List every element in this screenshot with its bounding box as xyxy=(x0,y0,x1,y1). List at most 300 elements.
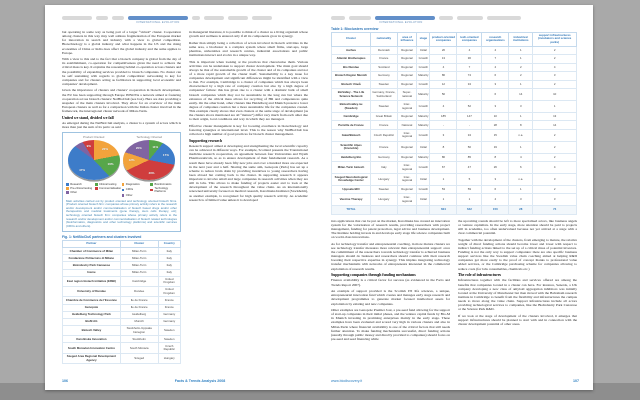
table-cell: 8 xyxy=(509,121,533,130)
table-cell: Bio Dundee xyxy=(332,63,371,72)
table-cell: 6 xyxy=(482,89,509,101)
table-row xyxy=(332,194,577,206)
journal-title: Facts & Trends Analysis 2008 xyxy=(174,379,226,383)
table-cell: 4 xyxy=(430,63,457,72)
pie-wrap xyxy=(68,140,120,180)
text-column-2 xyxy=(189,30,308,364)
table-header-cell: Partner xyxy=(63,240,121,248)
table-cell: - xyxy=(457,89,482,101)
table-header-cell: stage xyxy=(417,32,430,46)
table-row xyxy=(63,318,181,325)
table-header-cell: tech-oriented companies xyxy=(457,32,482,46)
table-cell: 6 xyxy=(482,185,509,194)
table-cell: 53 xyxy=(430,185,457,194)
table-cell: Growth xyxy=(417,162,430,174)
table-cell: Aarhus xyxy=(332,46,371,55)
paragraph: Research support aimed at developing and strengthening the local scientific capacity can be achieved in different ways. For example, Scotland presents the Translational medicine research cooperation, an agreement between four Universities and Wyeth Pharmaceuticals, so as to ensure development of their fundamental research. As a result there have already been fifty new jobs and over a hundred more are expected in the next year and a half. Sharing the same aim, Genopole (Paris) has set up a scheme to reduce brain drain by providing incentives to young researchers having been abroad but coming back to the cluster. In supporting research it appears important to involve small and large companies in research activities when they are still in labs. This allows to make funding of projects easier and to look at the development of the research throughout the value chain. As an internationally renowned university focused on medical research, Karolinska Institutet (Stockholm), as another example, is recognised for high quality research activity. As academic research is of limited value unless it is developed xyxy=(189,144,308,202)
column-text xyxy=(62,30,181,129)
table-cell: Bioindustry Park Canavese xyxy=(63,262,121,269)
table-header-cell: Country xyxy=(158,240,180,248)
table-cell: Uppsala BIO xyxy=(332,185,371,194)
website-url: www.biodiscovery.it xyxy=(331,379,363,383)
table-cell: Sweden xyxy=(371,80,398,89)
legend-label: Other xyxy=(70,190,78,194)
paragraph: Given the importance of clusters and clusters’ cooperation in biotech development, the EU has been supporting through Europe INNOVA a network aimed at fostering cooperation across biotech clusters: NetBioClu€ (see box). Here are data providing a snapshot of the main clusters involved. They allow for an overview of the main European clusters as well as for a comparison with the Italian cluster involved in the framework, the interregional cluster network of Milan-Turin. xyxy=(62,88,181,114)
table-cell: Munich xyxy=(120,318,158,325)
table-cell: 10 xyxy=(533,89,577,101)
table-cell: 3 xyxy=(509,194,533,206)
pie-percentage-label: 20% xyxy=(135,146,142,151)
table-cell: 86 xyxy=(430,153,457,162)
table-cell: Milan-Turin xyxy=(120,262,158,269)
legend-item xyxy=(150,187,177,193)
table-cell: 74 xyxy=(457,72,482,81)
table-cell: 59 xyxy=(457,185,482,194)
table-cell: Initial xyxy=(417,46,430,55)
table-header-cell: research organisations xyxy=(482,32,509,46)
legend-item xyxy=(66,187,93,190)
paragraph: An example of support provided is the Scottish ITI life sciences, a unique, entrepreneurial innovation fund which creates and manages early stage research and development programmes to generate market focused intellectual assets for exploitation by existing and new companies. xyxy=(331,289,450,306)
table-cell: Germany xyxy=(158,311,180,318)
table-cell: 47 xyxy=(457,162,482,174)
table-cell: Inter-regional xyxy=(397,162,416,174)
table-cell: Regional xyxy=(397,55,416,64)
table-cell: 3 xyxy=(533,194,577,206)
table-header-cell: nationality xyxy=(371,32,398,46)
table-cell: Hungary xyxy=(371,174,398,186)
table-cell: Milan-Turin biotech xyxy=(332,162,371,174)
table-cell: 604 xyxy=(430,206,457,215)
table-row xyxy=(332,46,577,55)
section-heading: The role of infrastructures xyxy=(458,273,501,278)
paragraph: but operating in some way as being part of a larger “virtual” cluster. Cooperation among clusters in this way may well address fragmentation of the European market for innovation in search and industry with a view to global competition. Biotechnology is a global industry and what happens in the US and the rising economies of China or India does affect the global industry and the same applies to Europe. xyxy=(62,30,181,55)
table-cell: Germany xyxy=(371,72,398,81)
table-row xyxy=(332,63,577,72)
table-cell: 150 xyxy=(482,206,509,215)
table-cell: 4 xyxy=(482,46,509,55)
table-cell: 4 xyxy=(457,46,482,55)
table-cell: 2 xyxy=(533,80,577,89)
table-row xyxy=(332,162,577,174)
table-cell: 2 xyxy=(533,129,577,141)
table-cell: 4 xyxy=(430,101,457,113)
table-cell: 67 xyxy=(430,162,457,174)
table-cell: 1 xyxy=(509,55,533,64)
table-cell: France xyxy=(158,297,180,304)
table-cell: 3 xyxy=(482,174,509,186)
legend-label: Commercialisation xyxy=(99,186,122,190)
table-header-cell: Cluster xyxy=(332,32,371,46)
table-cell: Biotech Valley xyxy=(63,325,121,335)
table-row xyxy=(63,325,181,335)
paragraph: As for technology transfer and entrepreneurial coaching, in more mature clusters we see technology transfer measures more relevant than entrepreneurial support: once the commitment of the researchers towards technology transfer is achieved business managers should do business and researchers should continue with their research boosting their respective expertise in synergy. This implies integrating technology transfer mechanisms with networks of entrepreneurs interested in the commercial exploitation of research results. xyxy=(331,241,450,271)
pie-legend xyxy=(66,183,122,194)
pie-percentage-label: 22% xyxy=(102,147,109,152)
section-label: INTERNATIONAL EVOLUTION xyxy=(379,21,423,24)
table-cell: Heidelberg xyxy=(120,311,158,318)
table-cell: Cambridge xyxy=(120,276,158,286)
table-cell: Maturity xyxy=(417,112,430,121)
table-row xyxy=(332,101,577,113)
table-cell: n.a. xyxy=(509,129,533,141)
table-cell: Fondazione Politecnico di Milano xyxy=(63,255,121,262)
table-cell: East region biotech initiative (ERBI) xyxy=(63,276,121,286)
nav-pill xyxy=(487,16,521,20)
table-header-cell: product-oriented companies xyxy=(430,32,457,46)
nav-pill xyxy=(96,16,108,20)
table-cell: n.a. xyxy=(509,174,533,186)
nav-pill xyxy=(112,16,124,20)
legend-item xyxy=(66,191,93,194)
table-row xyxy=(63,248,181,255)
table-cell: 74 xyxy=(533,206,577,215)
table-header-cell: area of influence xyxy=(397,32,416,46)
table-cell: 13 xyxy=(533,112,577,121)
page-number: 106 xyxy=(62,379,68,383)
table-cell: 86 xyxy=(430,72,457,81)
table-cell: 185 xyxy=(430,112,457,121)
nav-pill xyxy=(62,16,92,20)
paragraph: As emerged during the NetBioClu€ analysis, a cluster is a system of actors which is more than just the sum of its parts: as said xyxy=(62,121,181,130)
pie-percentage-label: 47% xyxy=(79,167,86,172)
table-cell: South Moravia xyxy=(120,343,158,353)
nav-pill xyxy=(192,16,200,20)
table-cell: Initial xyxy=(417,141,430,153)
table-cell: TOTAL xyxy=(332,206,371,215)
legend-swatch-icon xyxy=(66,187,69,190)
table-cell: 20 xyxy=(430,46,457,55)
pie-percentage-label: 12% xyxy=(128,158,135,163)
table-cell: Maturity xyxy=(417,89,430,101)
paragraph: Finance availability is a critical factor for success (as evidenced in the Facts and Trends Report 2007). xyxy=(331,278,450,287)
page-header-nav xyxy=(331,16,577,24)
table-cell: Szeged xyxy=(120,353,158,363)
table-cell: Ile de France xyxy=(120,304,158,311)
table-cell: BioM AG xyxy=(63,318,121,325)
table-cell: 2 xyxy=(533,185,577,194)
pie-percentage-label: 9% xyxy=(86,144,91,149)
table-cell: 8 xyxy=(482,153,509,162)
table-cell: Hungary xyxy=(158,353,180,363)
table-cell: 1 xyxy=(430,194,457,206)
table-total-row xyxy=(332,206,577,215)
table-cell: 1 xyxy=(509,46,533,55)
table-cell: - xyxy=(457,121,482,130)
pie-chart-product xyxy=(66,136,122,197)
table-cell: 2 xyxy=(533,46,577,55)
table-cell: Heidelberg Bio xyxy=(332,153,371,162)
legend-item xyxy=(122,183,149,186)
paragraph: If we look at the stage of development of the clusters involved, it emerges that support infrastructures should be planned to start with and in connection with the cluster development potential of other areas. xyxy=(458,313,577,327)
legend-item xyxy=(122,194,149,197)
legend-label: CROs xyxy=(125,188,134,192)
table-cell: 4 xyxy=(509,153,533,162)
table-row xyxy=(332,72,577,81)
table-cell: Chamber of Commerce of Milan xyxy=(63,248,121,255)
table-cell: Inter-regional xyxy=(397,174,416,186)
nav-pill-active xyxy=(375,16,435,20)
page-number: 107 xyxy=(573,379,579,383)
table-cell: Sweden xyxy=(371,101,398,113)
column-text xyxy=(458,219,577,327)
legend-label: Research xyxy=(70,182,82,186)
legend-swatch-icon xyxy=(122,183,125,186)
nav-pill xyxy=(349,16,371,20)
table-cell: 1 xyxy=(509,112,533,121)
nav-pill-row xyxy=(331,16,577,20)
table-cell: Germany xyxy=(158,318,180,325)
table-cell: Italy xyxy=(158,269,180,276)
table-cell: Scotland xyxy=(371,63,398,72)
section-heading: Supporting research xyxy=(189,138,223,143)
table-cell: Cambridge xyxy=(332,112,371,121)
table-cell: Scientific Alpes (Grenoble) xyxy=(332,141,371,153)
table-cell: France xyxy=(371,141,398,153)
table-cell: 2 xyxy=(509,63,533,72)
table-cell: 7 xyxy=(482,55,509,64)
pie-percentage-label: 16% xyxy=(107,161,114,166)
nav-pill xyxy=(457,16,483,20)
table-cell: 1 xyxy=(509,80,533,89)
table-cell: Czech Republic xyxy=(158,343,180,353)
table-cell: Italy xyxy=(158,255,180,262)
legend-swatch-icon xyxy=(150,189,153,192)
table-header-row xyxy=(63,240,181,248)
table-header-row xyxy=(332,32,577,46)
nav-pill xyxy=(331,16,345,20)
table-cell: Denmark xyxy=(371,46,398,55)
table-row xyxy=(63,311,181,318)
table-cell: 14 xyxy=(509,89,533,101)
legend-item xyxy=(95,187,122,190)
table-row xyxy=(63,287,181,297)
table-cell: 28 xyxy=(509,206,533,215)
paragraph: Effective cluster management is key for boosting excellence in biotechnology and fostering synergies at international level. This is the reason why NetBioClu€ has collected a high number of good practices for biotech cluster management. xyxy=(189,123,308,137)
pie-percentage-label: 11% xyxy=(152,144,159,149)
table-cell: Maturity xyxy=(417,72,430,81)
table-row xyxy=(63,336,181,343)
table-cell: - xyxy=(430,121,457,130)
paragraph: Other examples are Genopole Premier Jour, a pre-seed fund allowing for the support of start-up companies in their initial phases, and the venture capital funds by Bio-M in Munich investing in promising enterprises mainly in the early stage. These examples have been evaluated and scored very high in various clusters and also in Milan-Turin where financial availability is one of the critical factors that still needs further attention. To make funding mechanisms successful, direct funding actions (usually through public money and directly provided to companies) should focus on pre-seed and seed financing while xyxy=(331,308,450,341)
paragraph: Rather than simply being a collection of actors involved in biotech activities in the same area, a biocluster is a complex system where small firms, start-ups, large pharmas, universities and research centres, industrial associations and public institutions interact and evolve in a unique way. xyxy=(189,40,308,58)
table-cell: Biotech Region Munich xyxy=(332,72,371,81)
section-label: INTERNATIONAL EVOLUTION xyxy=(136,21,180,24)
nav-pill-active xyxy=(128,16,188,20)
table-cell xyxy=(417,206,430,215)
table-cell: Stockholm-Uppsala bioregion xyxy=(120,325,158,335)
pie-title: Technology Oriented xyxy=(136,134,163,139)
legend-label: Other xyxy=(125,193,133,197)
table-cell: 85 xyxy=(457,153,482,162)
paragraph: Together with the development of the clusters, from emerging to mature, the relative weight of direct funding actions should become lower and lower with respect to indirect funding actions linked to the set up of a critical mass of potential investors. Funding is not the only way to support companies: there are also specific business support services like the Swedish value chain coaching aimed at helping R&D companies get more easily to the proof of concept thanks to professional value added services, or the Cambridge purchasing scheme for companies allowing to reduce costs (for labs consumables, chemicals etc.) xyxy=(458,237,577,271)
table-cell: 4 xyxy=(482,63,509,72)
table-cell: 19 xyxy=(482,141,509,153)
table-cell: 3 xyxy=(430,129,457,141)
section-heading: Supporting companies through funding mechanisms xyxy=(331,273,416,278)
table-cell: 34 xyxy=(457,129,482,141)
legend-item xyxy=(150,183,177,186)
table-cell: Regional xyxy=(397,185,416,194)
pie-legend xyxy=(122,183,178,197)
table-row xyxy=(63,297,181,304)
partners-table xyxy=(62,240,181,365)
table-cell: Genopole xyxy=(63,304,121,311)
nav-pill xyxy=(439,16,453,20)
table-cell: Vaccine Therapy xyxy=(332,194,371,206)
text-column-1 xyxy=(62,30,181,364)
document-spread xyxy=(45,5,593,390)
table-cell xyxy=(371,206,398,215)
table-cell: 3 xyxy=(482,80,509,89)
legend-item xyxy=(122,187,149,193)
table-cell: Heidelberg Technology Park xyxy=(63,311,121,318)
nav-pill-row xyxy=(62,16,308,20)
table-cell: France xyxy=(158,304,180,311)
table-cell: Italy xyxy=(371,162,398,174)
table-cell: 10 xyxy=(482,112,509,121)
table-cell: 642 xyxy=(457,206,482,215)
table-cell: Inter-regional xyxy=(397,194,416,206)
table-cell: Atlantic Biotherapies xyxy=(332,55,371,64)
table-cell: United Kingdom xyxy=(158,287,180,297)
table-row xyxy=(63,353,181,363)
text-column-2 xyxy=(458,219,577,344)
pie-percentage-label: 17% xyxy=(162,153,169,158)
table-cell: 5 xyxy=(457,174,482,186)
table-cell: 2 xyxy=(533,141,577,153)
bioclusters-table xyxy=(331,32,577,215)
table-cell: 4 xyxy=(533,63,577,72)
table-row xyxy=(332,112,577,121)
table-row xyxy=(63,276,181,286)
legend-swatch-icon xyxy=(150,183,153,186)
paragraph: the upcoming rounds should be left to more specialised actors, like business angels or venture capitalists. In the early stage, more attention should be paid to projects still in academia, too often undervalued because not yet arrived at a stage with a clear commercial potential. xyxy=(458,218,577,236)
table-cell: Maturity xyxy=(417,121,430,130)
table-row xyxy=(332,141,577,153)
table-cell: 2 xyxy=(509,72,533,81)
table-cell: 3 xyxy=(482,101,509,113)
table-cell: Hungary xyxy=(371,194,398,206)
table-cell: France xyxy=(371,121,398,130)
table-header-cell: support infrastructures (incubators and science parks) xyxy=(533,32,577,46)
table-cell: 13 xyxy=(430,55,457,64)
table-row xyxy=(332,185,577,194)
paragraph: in managerial literature, it is possible to think of a cluster as a living organism whose growth and wellness is ensured only if all its components grow in synergy. xyxy=(189,30,308,39)
table-cell: Dundee xyxy=(120,287,158,297)
section-heading: United we stand, divided we fall xyxy=(62,115,114,120)
table-row xyxy=(63,269,181,276)
table-cell: 1 xyxy=(509,185,533,194)
table-cell: 6 xyxy=(482,72,509,81)
table-cell: Insme xyxy=(63,269,121,276)
table-cell: Italy xyxy=(158,262,180,269)
legend-label: Bioinformatics xyxy=(154,182,172,186)
table-cell: 1 xyxy=(533,101,577,113)
table-row xyxy=(332,174,577,186)
table-cell: Growth xyxy=(417,55,430,64)
table-cell: Growth xyxy=(417,185,430,194)
table-cell: Szeged Neurobiological Knowledge Center xyxy=(332,174,371,186)
table-cell: Karolinska Innovation xyxy=(63,336,121,343)
legend-label: Clinical testing xyxy=(99,182,117,186)
table-cell: University of Dundee xyxy=(63,287,121,297)
table-cell: Ile de France xyxy=(120,297,158,304)
table-cell: France xyxy=(371,55,398,64)
table-cell: BioValley - The Life Science Network xyxy=(332,89,371,101)
table-cell: United Kingdom xyxy=(158,276,180,286)
table-cell: 4 xyxy=(533,162,577,174)
table-cell: 15 xyxy=(482,129,509,141)
legend-swatch-icon xyxy=(95,187,98,190)
pie-chart-technology xyxy=(122,136,178,197)
table-row xyxy=(63,262,181,269)
table-row xyxy=(332,129,577,141)
nav-pill xyxy=(228,16,248,20)
right-page xyxy=(319,5,593,390)
table-cell: 1 xyxy=(457,194,482,206)
legend-swatch-icon xyxy=(122,194,125,197)
table-cell: Regional xyxy=(397,63,416,72)
pie-percentage-label: 40% xyxy=(148,171,155,176)
legend-item xyxy=(66,183,93,186)
table-cell: 28 xyxy=(482,121,509,130)
table-cell: Szeged Area Regional Development Agency xyxy=(63,353,121,363)
table-cell: Super-national xyxy=(397,89,416,101)
table-cell: 3 xyxy=(533,72,577,81)
table-cell: Stockholm xyxy=(120,336,158,343)
table-cell: South Moravian Innovation Centre xyxy=(63,343,121,353)
table-cell: 147 xyxy=(457,112,482,121)
legend-label: Pre-clinical testing xyxy=(70,186,93,190)
table-header-cell: Cluster xyxy=(120,240,158,248)
table-cell: Sweden xyxy=(371,185,398,194)
legend-swatch-icon xyxy=(66,183,69,186)
table-cell: 34 xyxy=(457,80,482,89)
table-cell: 52 xyxy=(457,101,482,113)
figure-table-title: Fig. 1: NetBioClu€ partners and clusters involved xyxy=(62,234,142,239)
legend-swatch-icon xyxy=(122,189,125,192)
table-row xyxy=(332,121,577,130)
nav-pill xyxy=(252,16,272,20)
table-cell: Biotech Umeå xyxy=(332,80,371,89)
table-row xyxy=(63,343,181,353)
paragraph: Infrastructures together with the facilities and services offered are among the benefits that companies located in a cluster can have. For instance, Senexis, a UK company developing a new class of amyloid aggregation inhibitors was initially located at the University of Manchester but then moved with the Babraham research institute in Cambridge to benefit from the flexibility and infrastructures the campus needs to move along the value chain. Support infrastructures include all actors providing technological services to companies, like the BioIndustry Park Canavese or the Science Park R&D. xyxy=(458,278,577,312)
paragraph: This is important when looking at the practices that characterise them. Various activities can be undertaken to support cluster development. The main goal should always be that of the sustainable growth of the cluster and of its companies and not of a more rapid growth of the cluster itself. Sustainability is a key issue for companies development and significant differences might be identified with a view to that. For example, Cambridge is a cluster of companies which has always been characterised by a high rate of company creation but also by a high degree of companies’ failure: this has given rise to a cluster with a dramatic bulk of small biotech companies which may not be sustainable in the long run but where the existence of the critical mass allows for recycling of HR and competences quite easily. On the other hand, other clusters like Heidelberg and Munich present a lower degree of companies creation but a more sustainable life for the companies created. This example clearly shows that even clusters at the same stage of development (as the clusters above mentioned are all “mature”) differ very much from each other due to their origin, local conditions and way in which they are managed. xyxy=(189,59,308,122)
table-cell: 1 xyxy=(430,174,457,186)
table-row xyxy=(332,80,577,89)
table-row xyxy=(332,153,577,162)
table-cell: Regional xyxy=(397,80,416,89)
table-cell: 2 xyxy=(533,153,577,162)
table-cell: Initial xyxy=(417,194,430,206)
table-cell xyxy=(397,206,416,215)
table-cell: 50 xyxy=(457,141,482,153)
table-cell: Maturity xyxy=(417,153,430,162)
paragraph: into applications that can be put on the market, Karolinska has created an innovation system for the valorisation of research results, providing researchers with project management, funding for patent protection, legal advice and business development. The Institute holding invests in and develops early stage life science companies built on world-class innovations. xyxy=(331,218,450,240)
table-cell: 30 xyxy=(457,55,482,64)
table-cell: Inter-regional xyxy=(397,129,416,141)
legend-swatch-icon xyxy=(66,191,69,194)
figure-caption: Main activities carried out by product oriented and technology oriented biotech firms. (Product oriented biotech firm: companies whose primary activity refers to the research and/or development and/or commercialisation of biotech based drugs and/or other therapeutics and medical treatments (gene therapy, stem cells therapy, etc); technology oriented biotech firm: companies whose primary activity refers to the research and/or development and/or commercialisation of biotech related technologies (bioinformatics, diagnostics and other technology platforms) and scientific services (CROs and others). xyxy=(66,198,178,228)
bioclusters-table-title: Table 1: Bioclusters overview xyxy=(331,26,379,31)
column-text xyxy=(189,30,308,202)
table-cell: Gate2Biotech xyxy=(332,129,371,141)
table-cell: Milan-Turin xyxy=(120,269,158,276)
text-column-1 xyxy=(331,219,450,344)
table-cell: Regional xyxy=(397,141,416,153)
table-cell: 3 xyxy=(509,101,533,113)
table-cell: 12 xyxy=(430,80,457,89)
